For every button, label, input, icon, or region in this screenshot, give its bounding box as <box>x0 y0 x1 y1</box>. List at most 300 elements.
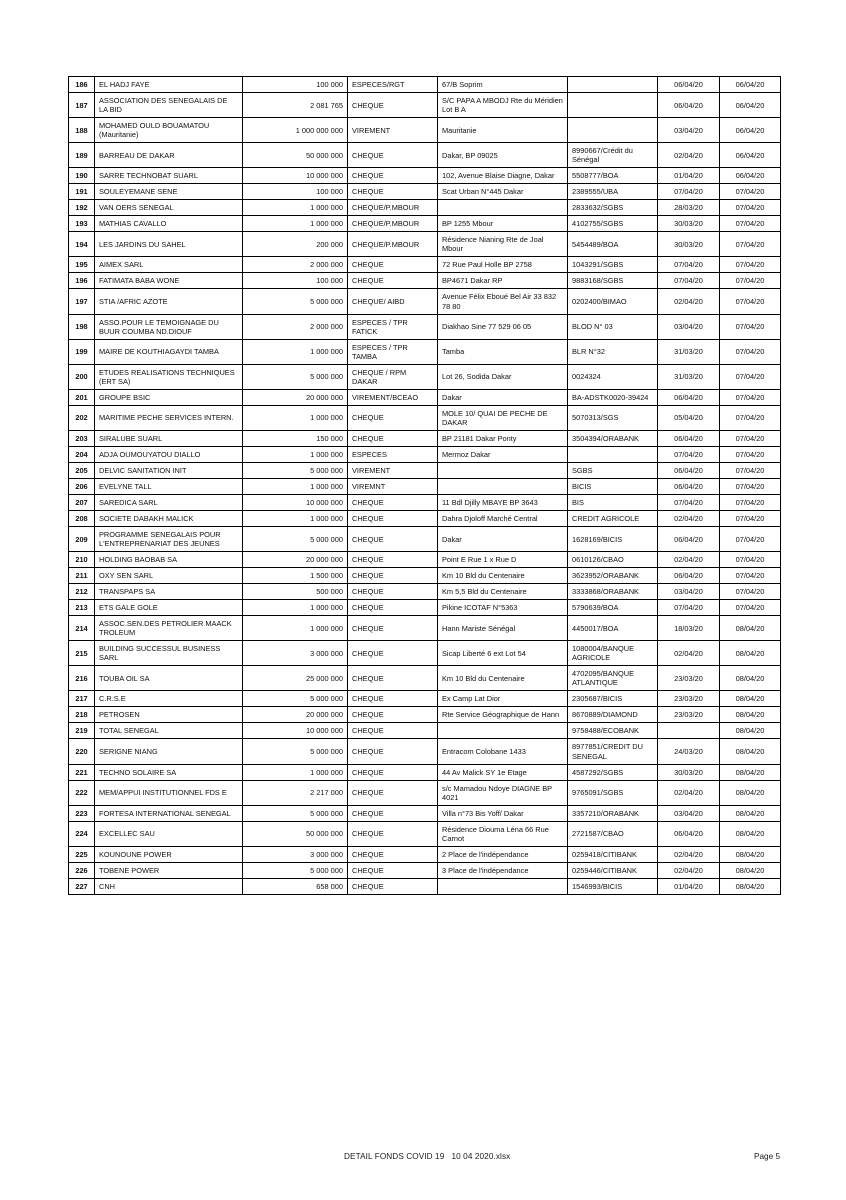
row-number: 221 <box>69 764 95 780</box>
table-row <box>69 168 781 184</box>
beneficiary-name: SOULEYEMANE SENE <box>95 184 243 200</box>
table-row <box>69 184 781 200</box>
address-value: BP 1255 Mbour <box>438 216 568 232</box>
date-recorded: 06/04/20 <box>720 93 781 118</box>
beneficiary-name: SIRALUBE SUARL <box>95 430 243 446</box>
amount-value: 5 000 000 <box>243 862 348 878</box>
date-recorded: 08/04/20 <box>720 616 781 641</box>
row-number: 227 <box>69 878 95 894</box>
table-row <box>69 273 781 289</box>
amount-value: 2 000 000 <box>243 314 348 339</box>
date-issued: 06/04/20 <box>658 93 720 118</box>
table-row <box>69 723 781 739</box>
row-number: 203 <box>69 430 95 446</box>
beneficiary-name: SOCIETE DABAKH MALICK <box>95 510 243 526</box>
amount-value: 1 000 000 <box>243 616 348 641</box>
table-row <box>69 552 781 568</box>
table-row <box>69 641 781 666</box>
table-row <box>69 314 781 339</box>
table-row <box>69 232 781 257</box>
table-row <box>69 846 781 862</box>
bank-account: SGBS <box>568 462 658 478</box>
beneficiary-name: TOTAL SENEGAL <box>95 723 243 739</box>
date-recorded: 07/04/20 <box>720 389 781 405</box>
date-issued: 03/04/20 <box>658 118 720 143</box>
row-number: 186 <box>69 77 95 93</box>
date-recorded: 08/04/20 <box>720 805 781 821</box>
payment-mode: CHEQUE <box>348 805 438 821</box>
beneficiary-name: PROGRAMME SENEGALAIS POUR L'ENTREPRENARIAT DES JEUNES <box>95 527 243 552</box>
payment-mode: CHEQUE <box>348 168 438 184</box>
amount-value: 2 081 765 <box>243 93 348 118</box>
row-number: 187 <box>69 93 95 118</box>
date-issued: 23/03/20 <box>658 707 720 723</box>
amount-value: 200 000 <box>243 232 348 257</box>
beneficiary-name: BUILDING SUCCESSUL BUSINESS SARL <box>95 641 243 666</box>
date-issued: 31/03/20 <box>658 364 720 389</box>
table-row <box>69 805 781 821</box>
table-row <box>69 600 781 616</box>
payment-mode: CHEQUE <box>348 184 438 200</box>
bank-account: BLR N°32 <box>568 339 658 364</box>
beneficiary-name: EL HADJ FAYE <box>95 77 243 93</box>
bank-account: 0259446/CITIBANK <box>568 862 658 878</box>
amount-value: 1 500 000 <box>243 568 348 584</box>
payment-mode: VIREMENT <box>348 118 438 143</box>
row-number: 223 <box>69 805 95 821</box>
beneficiary-name: TOUBA OIL SA <box>95 666 243 691</box>
table-row <box>69 339 781 364</box>
bank-account: 0259418/CITIBANK <box>568 846 658 862</box>
payment-mode: CHEQUE <box>348 273 438 289</box>
table-row <box>69 494 781 510</box>
date-issued: 02/04/20 <box>658 510 720 526</box>
table-row <box>69 568 781 584</box>
date-issued: 02/04/20 <box>658 862 720 878</box>
table-row <box>69 527 781 552</box>
amount-value: 150 000 <box>243 430 348 446</box>
beneficiary-name: SERIGNE NIANG <box>95 739 243 764</box>
row-number: 219 <box>69 723 95 739</box>
row-number: 217 <box>69 691 95 707</box>
row-number: 207 <box>69 494 95 510</box>
amount-value: 3 000 000 <box>243 641 348 666</box>
address-value <box>438 200 568 216</box>
bank-account: 3504394/ORABANK <box>568 430 658 446</box>
payment-mode: CHEQUE <box>348 739 438 764</box>
address-value: Sicap Liberté 6 ext Lot 54 <box>438 641 568 666</box>
address-value: BP4671 Dakar RP <box>438 273 568 289</box>
bank-account <box>568 77 658 93</box>
date-recorded: 07/04/20 <box>720 314 781 339</box>
bank-account: 0202400/BIMAO <box>568 289 658 314</box>
payment-mode: CHEQUE <box>348 510 438 526</box>
ledger-table-container <box>68 76 780 895</box>
table-row <box>69 821 781 846</box>
beneficiary-name: CNH <box>95 878 243 894</box>
address-value: Tamba <box>438 339 568 364</box>
payment-mode: CHEQUE/P.MBOUR <box>348 216 438 232</box>
date-recorded: 07/04/20 <box>720 339 781 364</box>
date-recorded: 08/04/20 <box>720 739 781 764</box>
beneficiary-name: OXY SEN SARL <box>95 568 243 584</box>
address-value: Dahra Djoloff Marché Central <box>438 510 568 526</box>
amount-value: 100 000 <box>243 184 348 200</box>
beneficiary-name: FORTESA INTERNATIONAL SENEGAL <box>95 805 243 821</box>
date-issued: 07/04/20 <box>658 273 720 289</box>
date-recorded: 07/04/20 <box>720 364 781 389</box>
address-value: Entracom Colobane 1433 <box>438 739 568 764</box>
beneficiary-name: ETUDES REALISATIONS TECHNIQUES (ERT SA) <box>95 364 243 389</box>
amount-value: 1 000 000 <box>243 200 348 216</box>
amount-value: 25 000 000 <box>243 666 348 691</box>
date-recorded: 08/04/20 <box>720 691 781 707</box>
beneficiary-name: ASSO.POUR LE TEMOIGNAGE DU BUUR COUMBA ND.DIOUF <box>95 314 243 339</box>
beneficiary-name: SARRE TECHNOBAT SUARL <box>95 168 243 184</box>
date-recorded: 08/04/20 <box>720 666 781 691</box>
address-value: Dakar <box>438 527 568 552</box>
bank-account: 3357210/ORABANK <box>568 805 658 821</box>
date-recorded: 07/04/20 <box>720 446 781 462</box>
date-recorded: 07/04/20 <box>720 232 781 257</box>
row-number: 215 <box>69 641 95 666</box>
bank-account: 1546993/BICIS <box>568 878 658 894</box>
table-row <box>69 216 781 232</box>
beneficiary-name: LES JARDINS DU SAHEL <box>95 232 243 257</box>
payment-mode: CHEQUE/ AIBD <box>348 289 438 314</box>
row-number: 196 <box>69 273 95 289</box>
payment-mode: ESPECES / TPR TAMBA <box>348 339 438 364</box>
beneficiary-name: KOUNOUNE POWER <box>95 846 243 862</box>
address-value <box>438 462 568 478</box>
table-row <box>69 780 781 805</box>
address-value: MOLE 10/ QUAI DE PECHE DE DAKAR <box>438 405 568 430</box>
bank-account: 1043291/SGBS <box>568 257 658 273</box>
amount-value: 1 000 000 <box>243 216 348 232</box>
date-issued: 02/04/20 <box>658 641 720 666</box>
address-value: 44 Av Malick SY 1e Etage <box>438 764 568 780</box>
amount-value: 1 000 000 <box>243 764 348 780</box>
date-issued: 02/04/20 <box>658 143 720 168</box>
date-issued: 01/04/20 <box>658 168 720 184</box>
amount-value: 5 000 000 <box>243 527 348 552</box>
beneficiary-name: MOHAMED OULD BOUAMATOU (Mauritanie) <box>95 118 243 143</box>
table-row <box>69 764 781 780</box>
beneficiary-name: ETS GALE GOLE <box>95 600 243 616</box>
bank-account: BIS <box>568 494 658 510</box>
amount-value: 1 000 000 <box>243 600 348 616</box>
bank-account: 4587292/SGBS <box>568 764 658 780</box>
row-number: 209 <box>69 527 95 552</box>
address-value: Avenue Félix Eboué Bel Air 33 832 78 80 <box>438 289 568 314</box>
amount-value: 3 000 000 <box>243 846 348 862</box>
date-recorded: 08/04/20 <box>720 846 781 862</box>
table-row <box>69 118 781 143</box>
row-number: 210 <box>69 552 95 568</box>
amount-value: 10 000 000 <box>243 168 348 184</box>
address-value: 102, Avenue Blaise Diagne, Dakar <box>438 168 568 184</box>
date-recorded: 08/04/20 <box>720 862 781 878</box>
row-number: 216 <box>69 666 95 691</box>
payment-mode: CHEQUE <box>348 257 438 273</box>
date-issued: 06/04/20 <box>658 462 720 478</box>
row-number: 225 <box>69 846 95 862</box>
table-row <box>69 93 781 118</box>
date-recorded: 08/04/20 <box>720 707 781 723</box>
beneficiary-name: SAREDICA SARL <box>95 494 243 510</box>
bank-account: 4102755/SGBS <box>568 216 658 232</box>
date-issued: 07/04/20 <box>658 446 720 462</box>
table-row <box>69 430 781 446</box>
table-row <box>69 666 781 691</box>
table-row <box>69 389 781 405</box>
amount-value: 20 000 000 <box>243 389 348 405</box>
address-value: BP 21181 Dakar Ponty <box>438 430 568 446</box>
bank-account: 3333868/ORABANK <box>568 584 658 600</box>
address-value: Point E Rue 1 x Rue D <box>438 552 568 568</box>
beneficiary-name: HOLDING BAOBAB SA <box>95 552 243 568</box>
table-row <box>69 462 781 478</box>
date-recorded: 07/04/20 <box>720 257 781 273</box>
row-number: 191 <box>69 184 95 200</box>
payment-mode: CHEQUE/P.MBOUR <box>348 200 438 216</box>
date-recorded: 07/04/20 <box>720 430 781 446</box>
date-issued: 06/04/20 <box>658 389 720 405</box>
date-issued: 02/04/20 <box>658 846 720 862</box>
address-value: 67/B Soprim <box>438 77 568 93</box>
amount-value: 1 000 000 000 <box>243 118 348 143</box>
address-value: Dakar, BP 09025 <box>438 143 568 168</box>
address-value <box>438 723 568 739</box>
payment-mode: CHEQUE <box>348 616 438 641</box>
date-recorded: 08/04/20 <box>720 723 781 739</box>
date-issued: 07/04/20 <box>658 494 720 510</box>
bank-account: 5790639/BOA <box>568 600 658 616</box>
address-value: Diakhao Sine 77 529 06 05 <box>438 314 568 339</box>
payment-mode: CHEQUE <box>348 527 438 552</box>
address-value: Km 10 Bld du Centenaire <box>438 568 568 584</box>
date-issued: 03/04/20 <box>658 584 720 600</box>
amount-value: 658 000 <box>243 878 348 894</box>
address-value: Rte Service Géographique de Hann <box>438 707 568 723</box>
beneficiary-name: EXCELLEC SAU <box>95 821 243 846</box>
table-row <box>69 446 781 462</box>
date-recorded: 07/04/20 <box>720 552 781 568</box>
beneficiary-name: BARREAU DE DAKAR <box>95 143 243 168</box>
date-issued: 07/04/20 <box>658 600 720 616</box>
payment-mode: CHEQUE <box>348 584 438 600</box>
amount-value: 1 000 000 <box>243 405 348 430</box>
amount-value: 2 000 000 <box>243 257 348 273</box>
date-recorded: 07/04/20 <box>720 494 781 510</box>
amount-value: 10 000 000 <box>243 723 348 739</box>
date-recorded: 07/04/20 <box>720 584 781 600</box>
address-value: Km 10 Bld du Centenaire <box>438 666 568 691</box>
address-value: Ex Camp Lat Dior <box>438 691 568 707</box>
address-value: Villa n°73 Bis Yoff/ Dakar <box>438 805 568 821</box>
payment-mode: CHEQUE/P.MBOUR <box>348 232 438 257</box>
table-row <box>69 77 781 93</box>
bank-account: 5070313/SGS <box>568 405 658 430</box>
amount-value: 1 000 000 <box>243 446 348 462</box>
address-value: Mauritanie <box>438 118 568 143</box>
footer-page-number: Page 5 <box>754 1152 780 1161</box>
payment-mode: CHEQUE <box>348 862 438 878</box>
bank-account: 9883168/SGBS <box>568 273 658 289</box>
date-recorded: 06/04/20 <box>720 77 781 93</box>
address-value: s/c Mamadou Ndoye DIAGNE BP 4021 <box>438 780 568 805</box>
bank-account: BICIS <box>568 478 658 494</box>
address-value: 72 Rue Paul Holle BP 2758 <box>438 257 568 273</box>
row-number: 195 <box>69 257 95 273</box>
address-value: Pikine ICOTAF N°5363 <box>438 600 568 616</box>
table-row <box>69 707 781 723</box>
date-recorded: 07/04/20 <box>720 289 781 314</box>
payment-mode: CHEQUE <box>348 764 438 780</box>
payment-mode: CHEQUE <box>348 93 438 118</box>
date-recorded: 06/04/20 <box>720 118 781 143</box>
bank-account: 8670889/DIAMOND <box>568 707 658 723</box>
payment-mode: CHEQUE <box>348 691 438 707</box>
date-issued: 06/04/20 <box>658 77 720 93</box>
row-number: 226 <box>69 862 95 878</box>
date-issued: 07/04/20 <box>658 184 720 200</box>
payment-mode: CHEQUE <box>348 846 438 862</box>
amount-value: 1 000 000 <box>243 510 348 526</box>
row-number: 199 <box>69 339 95 364</box>
payment-mode: CHEQUE <box>348 600 438 616</box>
date-issued: 18/03/20 <box>658 616 720 641</box>
bank-account: 0610126/CBAO <box>568 552 658 568</box>
amount-value: 100 000 <box>243 77 348 93</box>
amount-value: 5 000 000 <box>243 364 348 389</box>
beneficiary-name: TOBENE POWER <box>95 862 243 878</box>
page-footer <box>68 1152 780 1168</box>
payment-mode: CHEQUE <box>348 780 438 805</box>
ledger-table-body <box>69 77 781 895</box>
table-row <box>69 862 781 878</box>
bank-account: 8990667/Crédit du Sénégal <box>568 143 658 168</box>
amount-value: 5 000 000 <box>243 691 348 707</box>
date-recorded: 07/04/20 <box>720 184 781 200</box>
beneficiary-name: STIA /AFRIC AZOTE <box>95 289 243 314</box>
table-row <box>69 405 781 430</box>
amount-value: 500 000 <box>243 584 348 600</box>
date-recorded: 06/04/20 <box>720 168 781 184</box>
table-row <box>69 510 781 526</box>
row-number: 220 <box>69 739 95 764</box>
beneficiary-name: FATIMATA BABA WONE <box>95 273 243 289</box>
amount-value: 5 000 000 <box>243 739 348 764</box>
row-number: 201 <box>69 389 95 405</box>
table-row <box>69 143 781 168</box>
date-recorded: 07/04/20 <box>720 216 781 232</box>
table-row <box>69 616 781 641</box>
date-recorded: 07/04/20 <box>720 568 781 584</box>
date-recorded: 07/04/20 <box>720 478 781 494</box>
bank-account: 3623952/ORABANK <box>568 568 658 584</box>
amount-value: 50 000 000 <box>243 821 348 846</box>
bank-account: 2389555/UBA <box>568 184 658 200</box>
bank-account: 5508777/BOA <box>568 168 658 184</box>
beneficiary-name: TRANSPAPS SA <box>95 584 243 600</box>
address-value: S/C PAPA A MBODJ Rte du Méridien Lot B A <box>438 93 568 118</box>
date-issued: 03/04/20 <box>658 314 720 339</box>
date-recorded: 07/04/20 <box>720 405 781 430</box>
bank-account: 4702095/BANQUE ATLANTIQUE <box>568 666 658 691</box>
payment-mode: ESPECES / TPR FATICK <box>348 314 438 339</box>
bank-account: CREDIT AGRICOLE <box>568 510 658 526</box>
payment-mode: VIREMNT <box>348 478 438 494</box>
row-number: 200 <box>69 364 95 389</box>
date-recorded: 07/04/20 <box>720 462 781 478</box>
date-issued: 23/03/20 <box>658 666 720 691</box>
row-number: 213 <box>69 600 95 616</box>
date-recorded: 07/04/20 <box>720 527 781 552</box>
row-number: 214 <box>69 616 95 641</box>
date-issued: 30/03/20 <box>658 216 720 232</box>
row-number: 202 <box>69 405 95 430</box>
payment-mode: CHEQUE <box>348 666 438 691</box>
date-issued: 28/03/20 <box>658 200 720 216</box>
date-issued: 07/04/20 <box>658 257 720 273</box>
payment-mode: CHEQUE <box>348 405 438 430</box>
date-recorded: 08/04/20 <box>720 780 781 805</box>
amount-value: 10 000 000 <box>243 494 348 510</box>
address-value: Km 5,5 Bld du Centenaire <box>438 584 568 600</box>
beneficiary-name: VAN OERS SENEGAL <box>95 200 243 216</box>
date-issued <box>658 723 720 739</box>
payment-mode: CHEQUE <box>348 143 438 168</box>
payment-mode: CHEQUE <box>348 641 438 666</box>
amount-value: 50 000 000 <box>243 143 348 168</box>
date-issued: 02/04/20 <box>658 552 720 568</box>
amount-value: 1 000 000 <box>243 339 348 364</box>
beneficiary-name: ASSOCIATION DES SENEGALAIS DE LA BID <box>95 93 243 118</box>
bank-account: 5454489/BOA <box>568 232 658 257</box>
row-number: 222 <box>69 780 95 805</box>
row-number: 212 <box>69 584 95 600</box>
date-issued: 02/04/20 <box>658 780 720 805</box>
bank-account: BLOD N° 03 <box>568 314 658 339</box>
bank-account <box>568 118 658 143</box>
address-value: Hann Mariste Sénégal <box>438 616 568 641</box>
table-row <box>69 257 781 273</box>
bank-account: 2721587/CBAO <box>568 821 658 846</box>
table-row <box>69 478 781 494</box>
date-issued: 06/04/20 <box>658 527 720 552</box>
bank-account: 2305687/BICIS <box>568 691 658 707</box>
row-number: 224 <box>69 821 95 846</box>
beneficiary-name: TECHNO SOLAIRE SA <box>95 764 243 780</box>
beneficiary-name: DELVIC SANITATION INIT <box>95 462 243 478</box>
row-number: 194 <box>69 232 95 257</box>
payment-mode: CHEQUE <box>348 878 438 894</box>
date-issued: 05/04/20 <box>658 405 720 430</box>
bank-account: 2833632/SGBS <box>568 200 658 216</box>
date-issued: 06/04/20 <box>658 430 720 446</box>
bank-account: 9765091/SGBS <box>568 780 658 805</box>
address-value: Lot 26, Sodida Dakar <box>438 364 568 389</box>
payment-mode: CHEQUE / RPM DAKAR <box>348 364 438 389</box>
bank-account: 1080004/BANQUE AGRICOLE <box>568 641 658 666</box>
bank-account: 9758488/ECOBANK <box>568 723 658 739</box>
payment-mode: VIREMENT/BCEAO <box>348 389 438 405</box>
date-recorded: 07/04/20 <box>720 510 781 526</box>
date-issued: 06/04/20 <box>658 821 720 846</box>
row-number: 211 <box>69 568 95 584</box>
row-number: 204 <box>69 446 95 462</box>
